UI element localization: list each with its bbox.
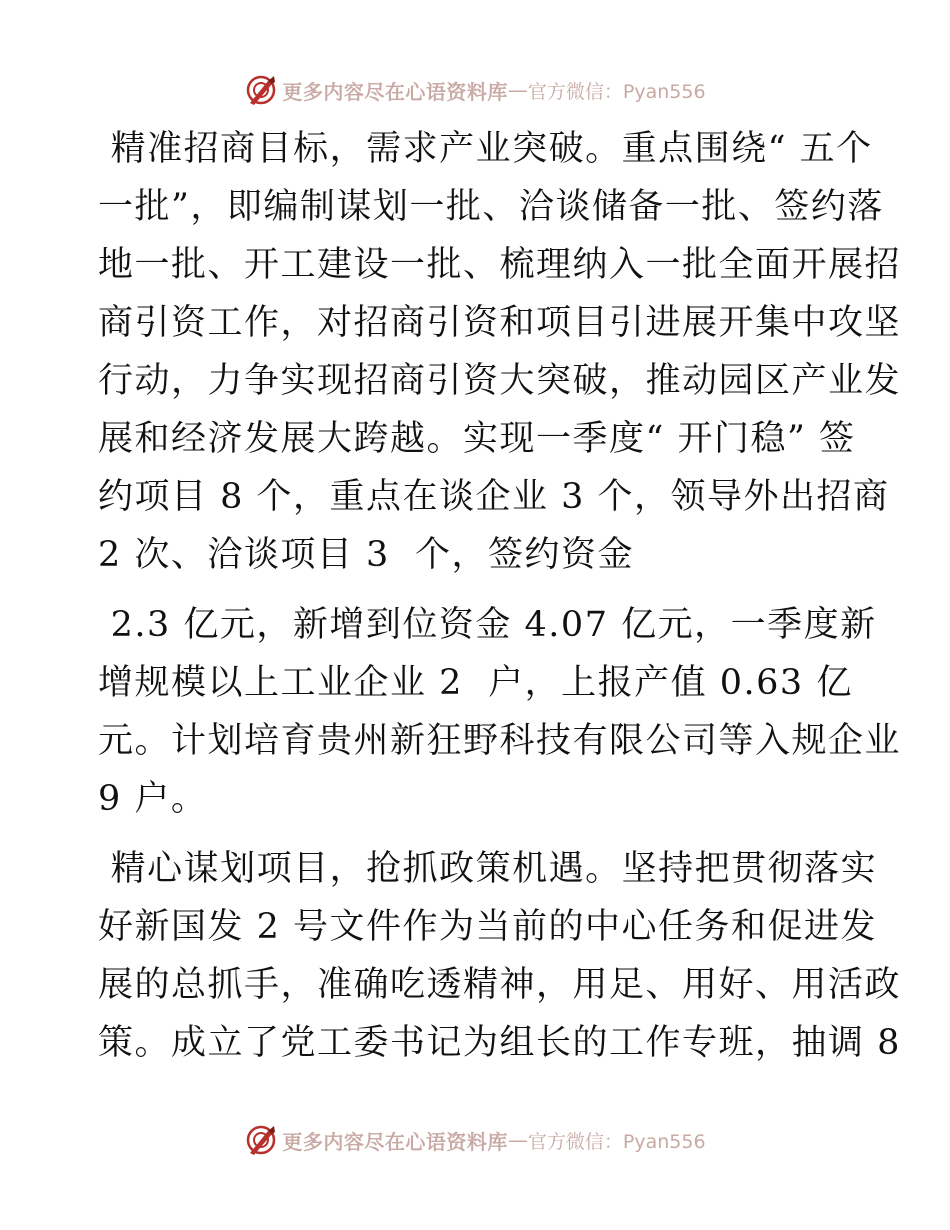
watermark-wechat: 官方微信：Pyan556	[527, 1130, 706, 1153]
text-line: 9 户。	[98, 779, 208, 819]
paragraph-3	[98, 840, 902, 1072]
watermark-separator: —	[507, 1128, 528, 1152]
paragraph-2	[98, 596, 902, 828]
text-line: 增规模以上工业企业 2 户，上报产值 0.63 亿	[98, 663, 853, 703]
pen-logo-icon	[244, 73, 278, 107]
text-line: 好新国发 2 号文件作为当前的中心任务和促进发	[98, 907, 878, 947]
document-body	[98, 120, 902, 1072]
watermark-separator: —	[507, 78, 528, 102]
text-line: 策。成立了党工委书记为组长的工作专班，抽调 8	[98, 1023, 901, 1063]
text-line: 2 次、洽谈项目 3 个，签约资金	[98, 535, 635, 575]
watermark-wechat: 官方微信：Pyan556	[527, 80, 706, 103]
text-line: 展的总抓手，准确吃透精神，用足、用好、用活政	[98, 965, 902, 1005]
footer-watermark	[0, 1120, 950, 1160]
text-line: 商引资工作，对招商引资和项目引进展开集中攻坚	[98, 303, 902, 343]
paragraph-gap	[98, 584, 858, 596]
text-line: 精心谋划项目，抢抓政策机遇。坚持把贯彻落实	[98, 849, 878, 889]
watermark-brand: 更多内容尽在心语资料库	[282, 1129, 508, 1154]
text-line: 元。计划培育贵州新狂野科技有限公司等入规企业	[98, 721, 902, 761]
paragraph-gap	[98, 828, 858, 840]
text-line: 精准招商目标，需求产业突破。重点围绕“ 五个	[98, 129, 873, 169]
text-line: 约项目 8 个，重点在谈企业 3 个，领导外出招商	[98, 477, 890, 517]
text-line: 行动，力争实现招商引资大突破，推动园区产业发	[98, 361, 902, 401]
pen-logo-icon	[244, 1123, 278, 1157]
text-line: 2.3 亿元，新增到位资金 4.07 亿元，一季度新	[98, 605, 877, 645]
text-line: 展和经济发展大跨越。实现一季度“ 开门稳” 签	[98, 419, 856, 459]
header-watermark	[0, 70, 950, 110]
watermark-brand: 更多内容尽在心语资料库	[282, 79, 508, 104]
text-line: 地一批、开工建设一批、梳理纳入一批全面开展招	[98, 245, 902, 285]
paragraph-1	[98, 120, 902, 584]
text-line: 一批”，即编制谋划一批、洽谈储备一批、签约落	[98, 187, 884, 227]
